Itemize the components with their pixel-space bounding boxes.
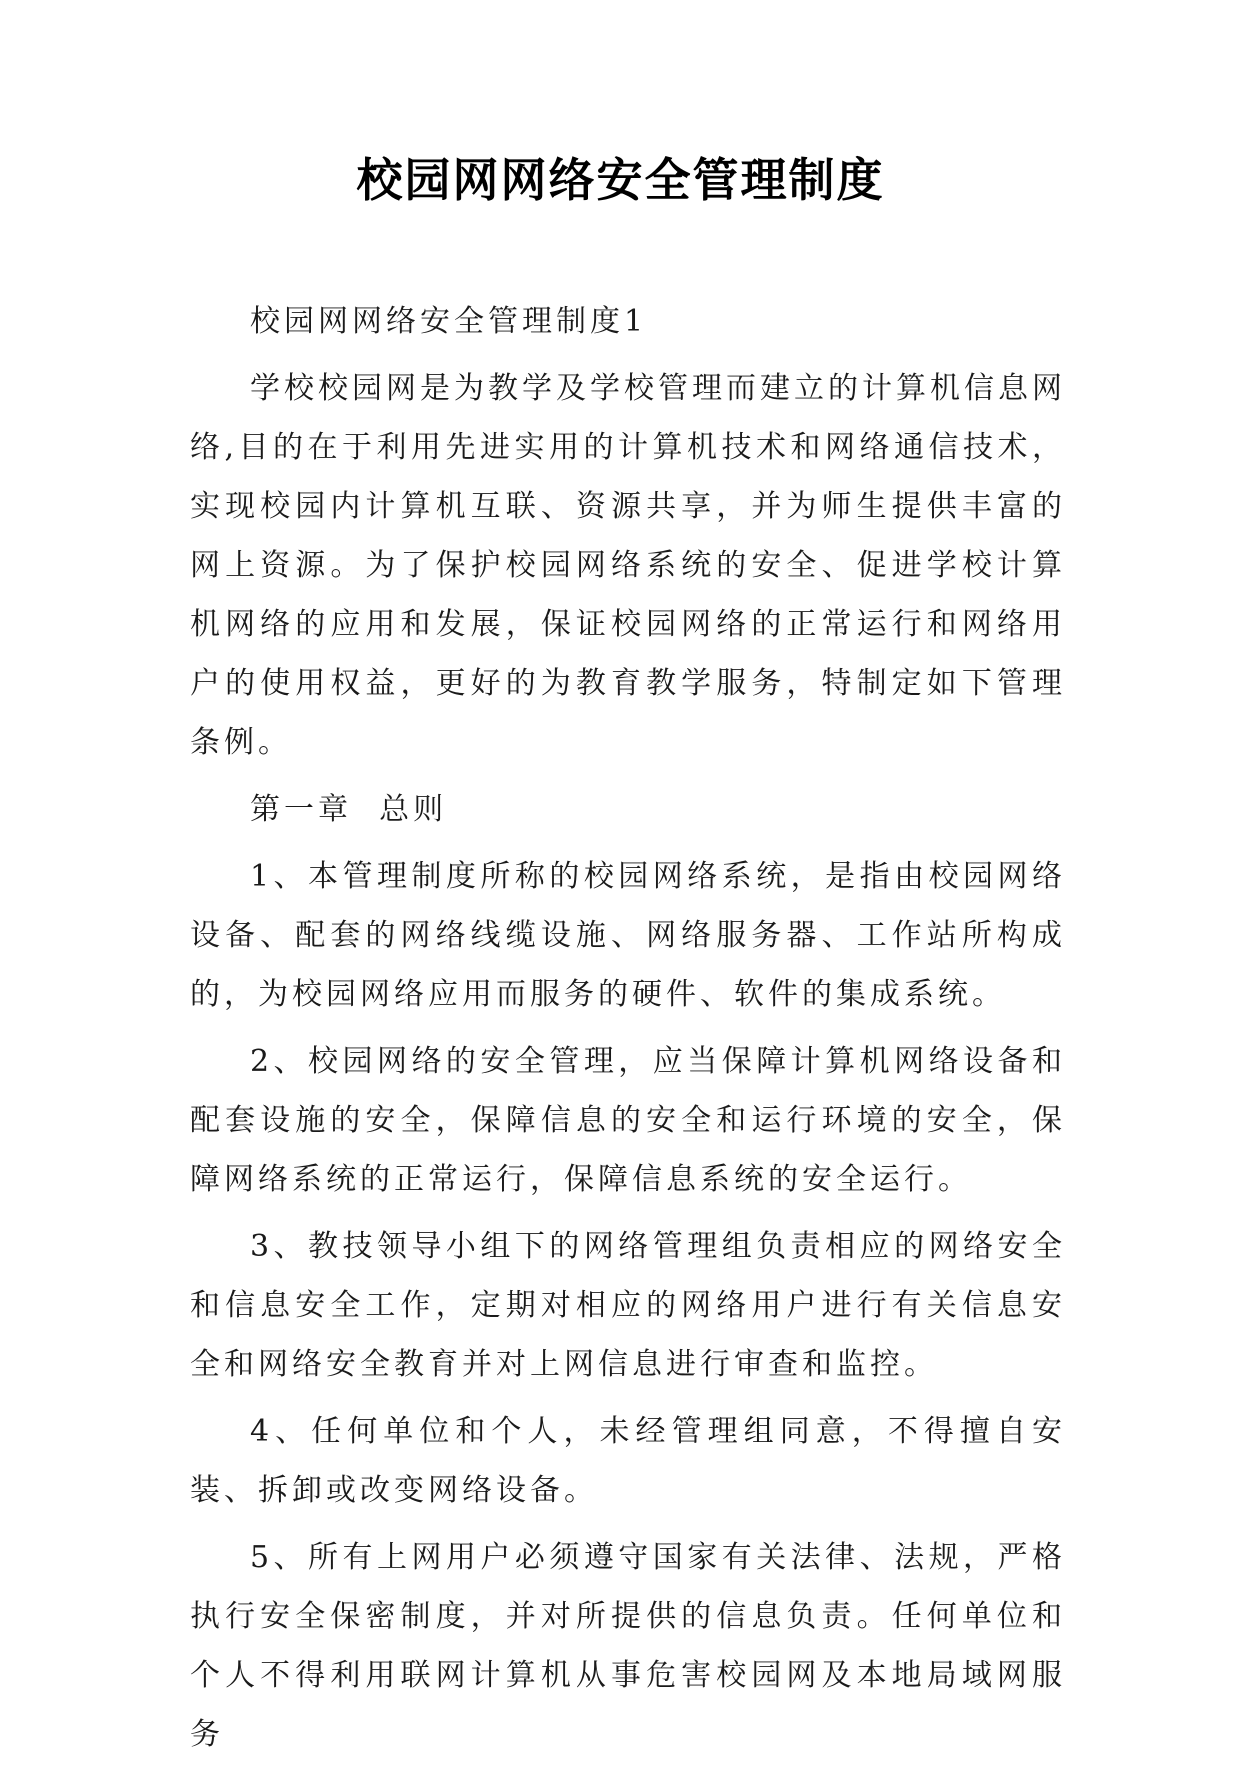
document-body	[190, 292, 1066, 1772]
article-paragraph-4: 4、任何单位和个人，未经管理组同意，不得擅自安装、拆卸或改变网络设备。	[190, 1414, 1066, 1508]
chapter-heading: 第一章 总则	[250, 792, 448, 827]
article-paragraph-1: 1、本管理制度所称的校园网络系统，是指由校园网络设备、配套的网络线缆设施、网络服务器、工作站所构成的，为校园网络应用而服务的硬件、软件的集成系统。	[190, 859, 1066, 1012]
document-title: 校园网网络安全管理制度	[356, 153, 885, 207]
intro-paragraph: 学校校园网是为教学及学校管理而建立的计算机信息网络,目的在于利用先进实用的计算机技术和网络通信技术，实现校园内计算机互联、资源共享，并为师生提供丰富的网上资源。为了保护校园网络系统的安全、促进学校计算机网络的应用和发展，保证校园网络的正常运行和网络用户的使用权益，更好的为教育教学服务，特制定如下管理条例。	[190, 371, 1066, 760]
article-paragraph-2: 2、校园网络的安全管理，应当保障计算机网络设备和配套设施的安全，保障信息的安全和运行环境的安全，保障网络系统的正常运行，保障信息系统的安全运行。	[190, 1044, 1066, 1197]
article-paragraph-3: 3、教技领导小组下的网络管理组负责相应的网络安全和信息安全工作，定期对相应的网络用户进行有关信息安全和网络安全教育并对上网信息进行审查和监控。	[190, 1229, 1066, 1382]
article-paragraph-5: 5、所有上网用户必须遵守国家有关法律、法规，严格执行安全保密制度，并对所提供的信息负责。任何单位和个人不得利用联网计算机从事危害校园网及本地局域网服务	[190, 1540, 1066, 1752]
subtitle-paragraph: 校园网网络安全管理制度1	[250, 304, 648, 339]
